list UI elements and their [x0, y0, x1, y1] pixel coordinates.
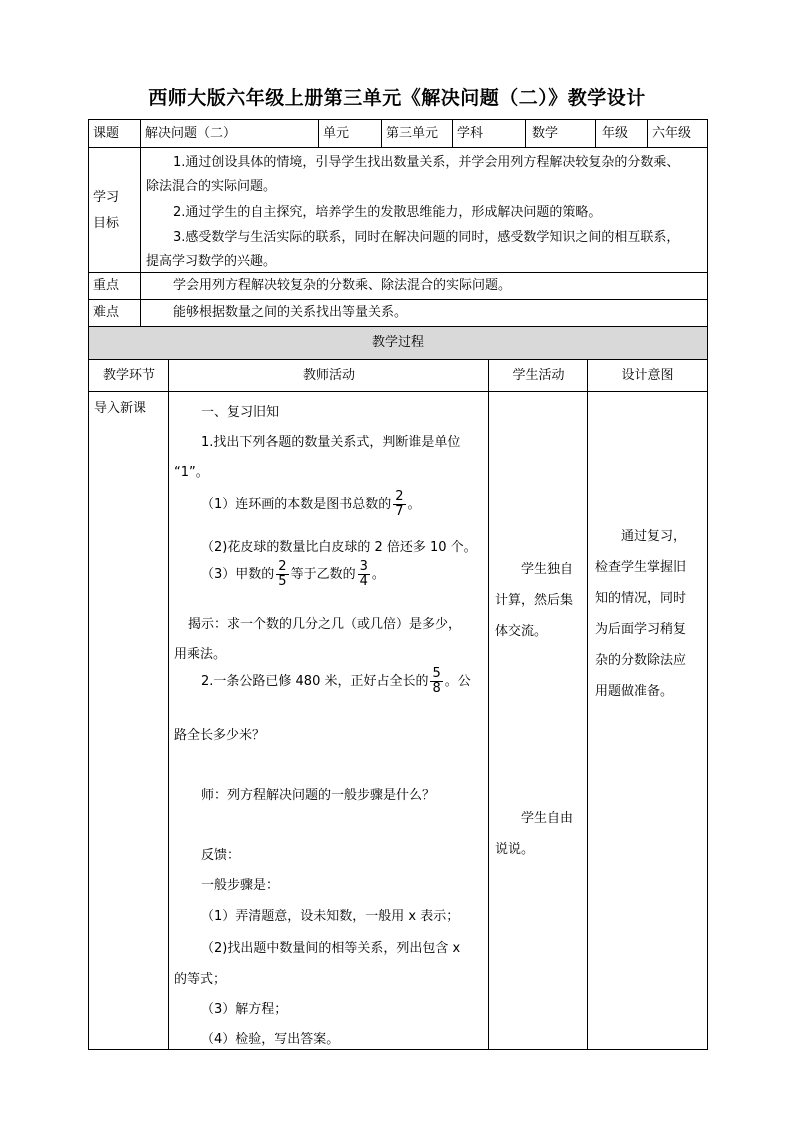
difficulty-content-cell: [141, 300, 707, 327]
subject-label: 学科: [457, 126, 484, 141]
unit-label: 单元: [323, 126, 350, 141]
col-teacher-header: [169, 360, 489, 392]
fraction-2-7: $\frac{2}{7}$: [395, 489, 404, 519]
process-title-cell: [89, 327, 707, 360]
student-activity-1-line-1: 学生独自: [521, 562, 574, 577]
stage-name: 导入新课: [94, 401, 147, 416]
step-1: （1）弄清题意，设未知数，一般用 x 表示；: [201, 909, 460, 924]
process-title: 教学过程: [371, 335, 424, 350]
student-activity-1-line-2: 计算，然后集: [495, 593, 574, 608]
topic-label: 课题: [93, 126, 120, 141]
step-4: （4）检验，写出答案。: [201, 1032, 340, 1047]
unit-value: 第三单元: [386, 126, 439, 141]
objective-1-line-1: 1.通过创设具体的情境，引导学生找出数量关系，并学会用列方程解决较复杂的分数乘、: [173, 155, 680, 170]
objective-3-line-2: 提高学习数学的兴趣。: [146, 254, 277, 269]
sub-question-2: （2)花皮球的数量比白皮球的 2 倍还多 10 个。: [201, 540, 477, 555]
col-stage-label: 教学环节: [102, 368, 155, 383]
intent-line-2: 检查学生掌握旧: [595, 560, 687, 575]
grade-label: 年级: [602, 126, 629, 141]
hint-line-2: 用乘法。: [174, 647, 227, 662]
objectives-content-cell: [141, 148, 707, 273]
subject-value-cell: [526, 120, 596, 148]
grade-value: 六年级: [652, 126, 692, 141]
intent-line-5: 杂的分数除法应: [595, 653, 687, 668]
fraction-5-8: $\frac{5}{8}$: [432, 666, 441, 696]
teacher-activity-cell: [169, 392, 489, 1049]
review-heading: 一、复习旧知: [201, 405, 280, 420]
col-intent-label: 设计意图: [621, 368, 674, 383]
key-point-text: 学会用列方程解决较复杂的分数乘、除法混合的实际问题。: [173, 278, 512, 293]
document-title: 西师大版六年级上册第三单元《解决问题（二）》教学设计: [148, 87, 646, 109]
question-2-line-2: 路全长多少米？: [174, 728, 266, 743]
difficulty-label: 难点: [93, 305, 120, 320]
objectives-label-1: 学习: [93, 190, 120, 205]
key-point-label-cell: [89, 273, 141, 300]
unit-label-cell: [319, 120, 382, 148]
difficulty-label-cell: [89, 300, 141, 327]
lesson-plan-table: [88, 119, 708, 1050]
student-activity-2-line-1: 学生自由: [521, 811, 574, 826]
question-1-line-1: 1.找出下列各题的数量关系式，判断谁是单位: [201, 435, 461, 450]
col-student-label: 学生活动: [512, 368, 565, 383]
intent-line-1: 通过复习，: [621, 529, 687, 544]
student-activity-2-line-2: 说说。: [495, 842, 535, 857]
sub-question-1: （1）连环画的本数是图书总数的 $\frac{2}{7}$ 。: [201, 489, 421, 519]
step-2-line-2: 的等式；: [174, 972, 227, 987]
fraction-3-4: $\frac{3}{4}$: [359, 559, 368, 589]
key-point-content-cell: [141, 273, 707, 300]
fraction-2-5: $\frac{2}{5}$: [278, 559, 287, 589]
objective-1-line-2: 除法混合的实际问题。: [146, 179, 277, 194]
step-2-line-1: （2)找出题中数量间的相等关系，列出包含 x: [201, 941, 461, 956]
student-activity-1-line-3: 体交流。: [495, 624, 548, 639]
topic-value-cell: [141, 120, 319, 148]
feedback-label: 反馈：: [201, 848, 241, 863]
design-intent-cell: [588, 392, 707, 1049]
col-intent-header: [588, 360, 707, 392]
intent-line-6: 用题做准备。: [595, 684, 674, 699]
key-point-label: 重点: [93, 278, 120, 293]
student-activity-cell: [489, 392, 588, 1049]
difficulty-text: 能够根据数量之间的关系找出等量关系。: [173, 305, 408, 320]
objectives-label-2: 目标: [93, 216, 120, 231]
objective-2: 2.通过学生的自主探究，培养学生的发散思维能力，形成解决问题的策略。: [173, 205, 602, 220]
topic-value: 解决问题（二）: [145, 126, 237, 141]
teacher-ask: 师：列方程解决问题的一般步骤是什么？: [201, 788, 436, 803]
step-3: （3）解方程；: [201, 1002, 288, 1017]
question-1-line-2: “1”。: [174, 465, 209, 480]
stage-cell: [89, 392, 169, 1049]
intent-line-4: 为后面学习稍复: [595, 622, 687, 637]
steps-heading: 一般步骤是：: [201, 878, 280, 893]
unit-value-cell: [382, 120, 453, 148]
col-student-header: [489, 360, 588, 392]
col-stage-header: [89, 360, 169, 392]
grade-value-cell: [648, 120, 707, 148]
col-teacher-label: 教师活动: [302, 368, 355, 383]
hint-line-1: 揭示：求一个数的几分之几（或几倍）是多少，: [188, 617, 462, 632]
topic-label-cell: [89, 120, 141, 148]
grade-label-cell: [596, 120, 648, 148]
objective-3-line-1: 3.感受数学与生活实际的联系，同时在解决问题的同时，感受数学知识之间的相互联系，: [173, 230, 680, 245]
objectives-label-cell: [89, 148, 141, 273]
intent-line-3: 知的情况，同时: [595, 591, 687, 606]
question-2-line-1: 2.一条公路已修 480 米，正好占全长的 $\frac{5}{8}$ 。公: [201, 666, 471, 696]
subject-value: 数学: [532, 126, 559, 141]
sub-question-3: （3）甲数的 $\frac{2}{5}$ 等于乙数的 $\frac{3}{4}$ 。: [201, 559, 385, 589]
subject-label-cell: [453, 120, 526, 148]
